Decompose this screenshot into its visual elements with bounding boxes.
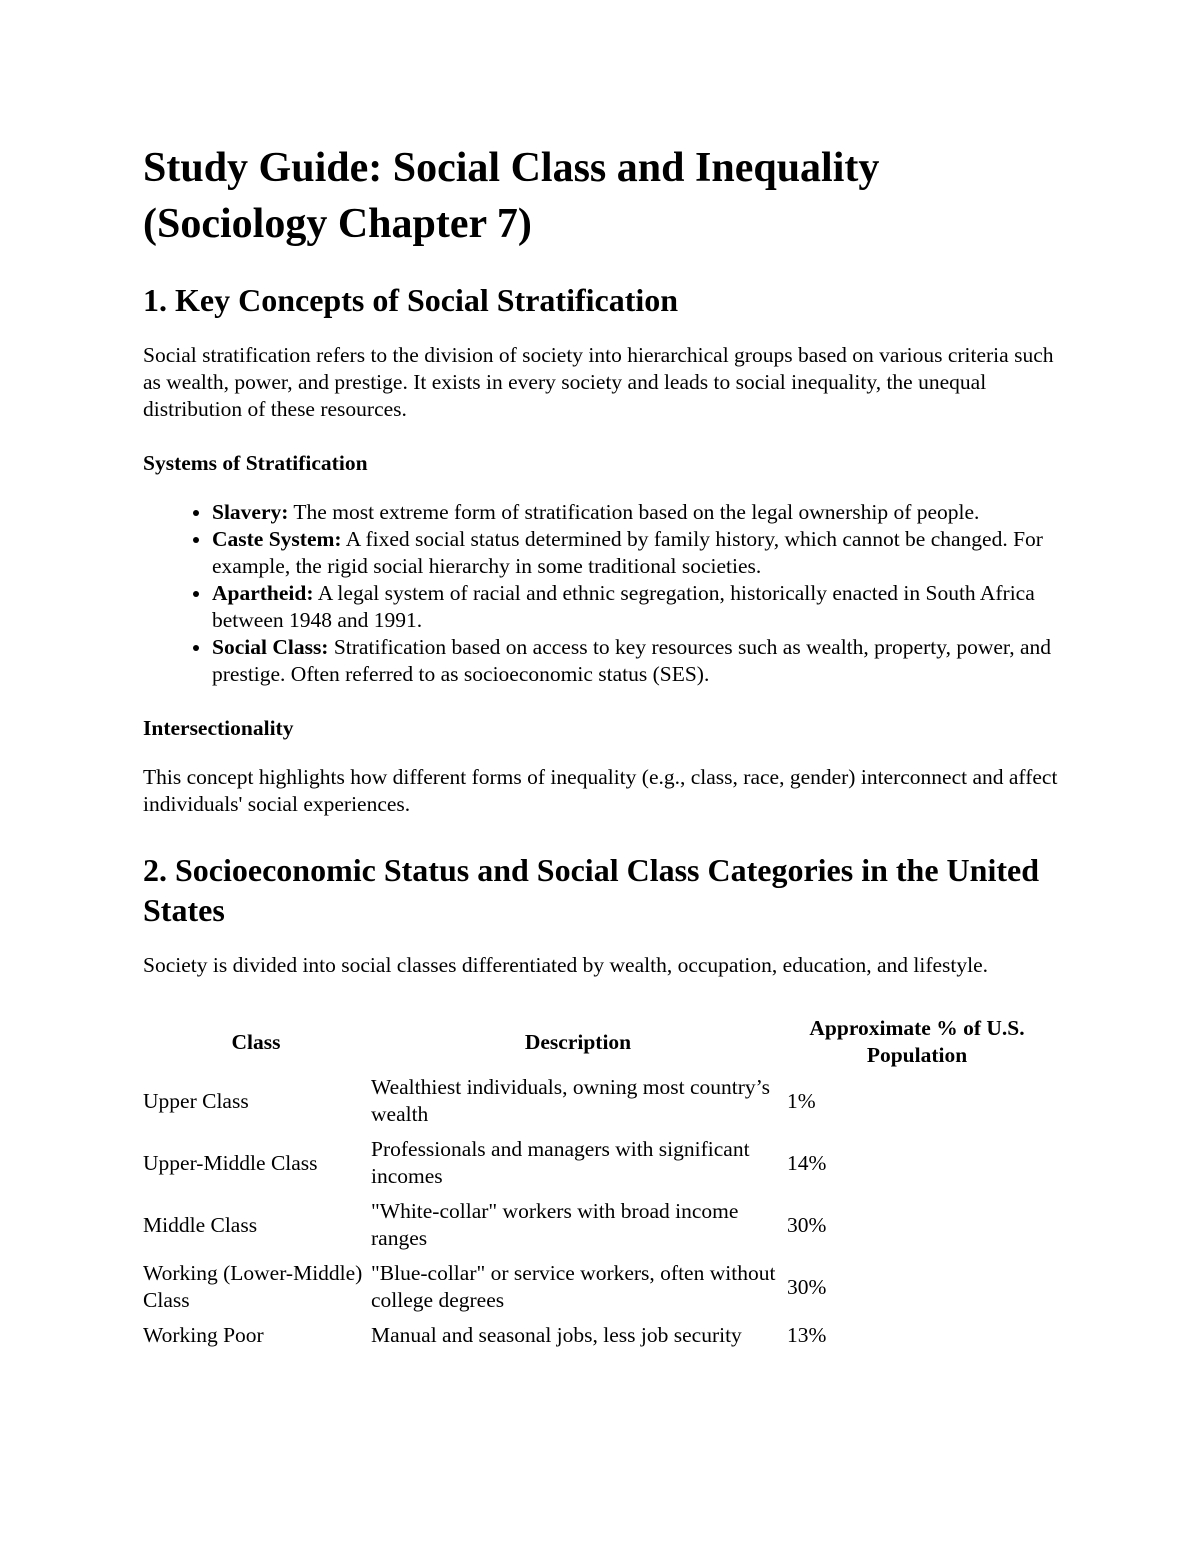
- class-cell: Upper Class: [143, 1088, 249, 1113]
- description-cell: "Blue-collar" or service workers, often without college degrees: [371, 1261, 776, 1312]
- definition: A fixed social status determined by family history, which cannot be changed. For example, the rigid social hierarchy in some traditional societies.: [212, 527, 1043, 578]
- percent-cell: 30%: [787, 1212, 827, 1237]
- list-item-social-class: [212, 634, 1058, 688]
- document-title: Study Guide: Social Class and Inequality (Sociology Chapter 7): [143, 145, 880, 247]
- section-1-heading: 1. Key Concepts of Social Stratification: [143, 282, 679, 318]
- section-1-intro: Social stratification refers to the division of society into hierarchical groups based on various criteria such as wealth, power, and prestige. It exists in every society and leads to social inequality, the unequal distribution of these resources.: [143, 343, 1054, 421]
- intersectionality-text: This concept highlights how different forms of inequality (e.g., class, race, gender) interconnect and affect individuals' social experiences.: [143, 765, 1058, 816]
- term: Social Class:: [212, 635, 329, 659]
- term: Caste System:: [212, 527, 342, 551]
- systems-list: [143, 499, 1058, 688]
- class-cell: Upper-Middle Class: [143, 1150, 318, 1175]
- percent-cell: 30%: [787, 1274, 827, 1299]
- percent-cell: 13%: [787, 1323, 827, 1347]
- table-row: [143, 1257, 1047, 1317]
- class-cell: Working Poor: [143, 1323, 264, 1347]
- table-row: [143, 1195, 1047, 1255]
- table-header-row: [143, 1015, 1047, 1069]
- definition: The most extreme form of stratification based on the legal ownership of people.: [288, 500, 980, 524]
- definition: A legal system of racial and ethnic segregation, historically enacted in South Africa between 1948 and 1991.: [212, 581, 1035, 632]
- table-row: [143, 1319, 1047, 1352]
- intersectionality-heading: Intersectionality: [143, 716, 294, 740]
- table-row: [143, 1133, 1047, 1193]
- list-item-caste-system: [212, 526, 1058, 580]
- term: Slavery:: [212, 500, 289, 524]
- social-class-table: [141, 1013, 1049, 1354]
- column-header-description: Description: [524, 1029, 632, 1054]
- list-item-apartheid: [212, 580, 1058, 634]
- description-cell: Manual and seasonal jobs, less job security: [371, 1323, 742, 1347]
- description-cell: Wealthiest individuals, owning most country’s wealth: [371, 1075, 770, 1126]
- definition: Stratification based on access to key resources such as wealth, property, power, and prestige. Often referred to as socioeconomic status (SES).: [212, 635, 1051, 686]
- description-cell: "White-collar" workers with broad income ranges: [371, 1199, 739, 1250]
- column-header-percent: Approximate % of U.S. Population: [809, 1016, 1025, 1067]
- description-cell: Professionals and managers with significant incomes: [371, 1137, 750, 1188]
- list-item-slavery: [212, 499, 1058, 526]
- percent-cell: 1%: [787, 1088, 816, 1113]
- class-cell: Middle Class: [143, 1212, 258, 1237]
- systems-heading: Systems of Stratification: [143, 451, 368, 475]
- document-page: [143, 140, 1058, 1354]
- column-header-class: Class: [231, 1029, 281, 1054]
- percent-cell: 14%: [787, 1150, 827, 1175]
- section-2-intro: Society is divided into social classes differentiated by wealth, occupation, education, and lifestyle.: [143, 953, 989, 977]
- class-cell: Working (Lower-Middle) Class: [143, 1261, 363, 1312]
- section-2-heading: 2. Socioeconomic Status and Social Class Categories in the United States: [143, 852, 1039, 928]
- table-row: [143, 1071, 1047, 1131]
- term: Apartheid:: [212, 581, 314, 605]
